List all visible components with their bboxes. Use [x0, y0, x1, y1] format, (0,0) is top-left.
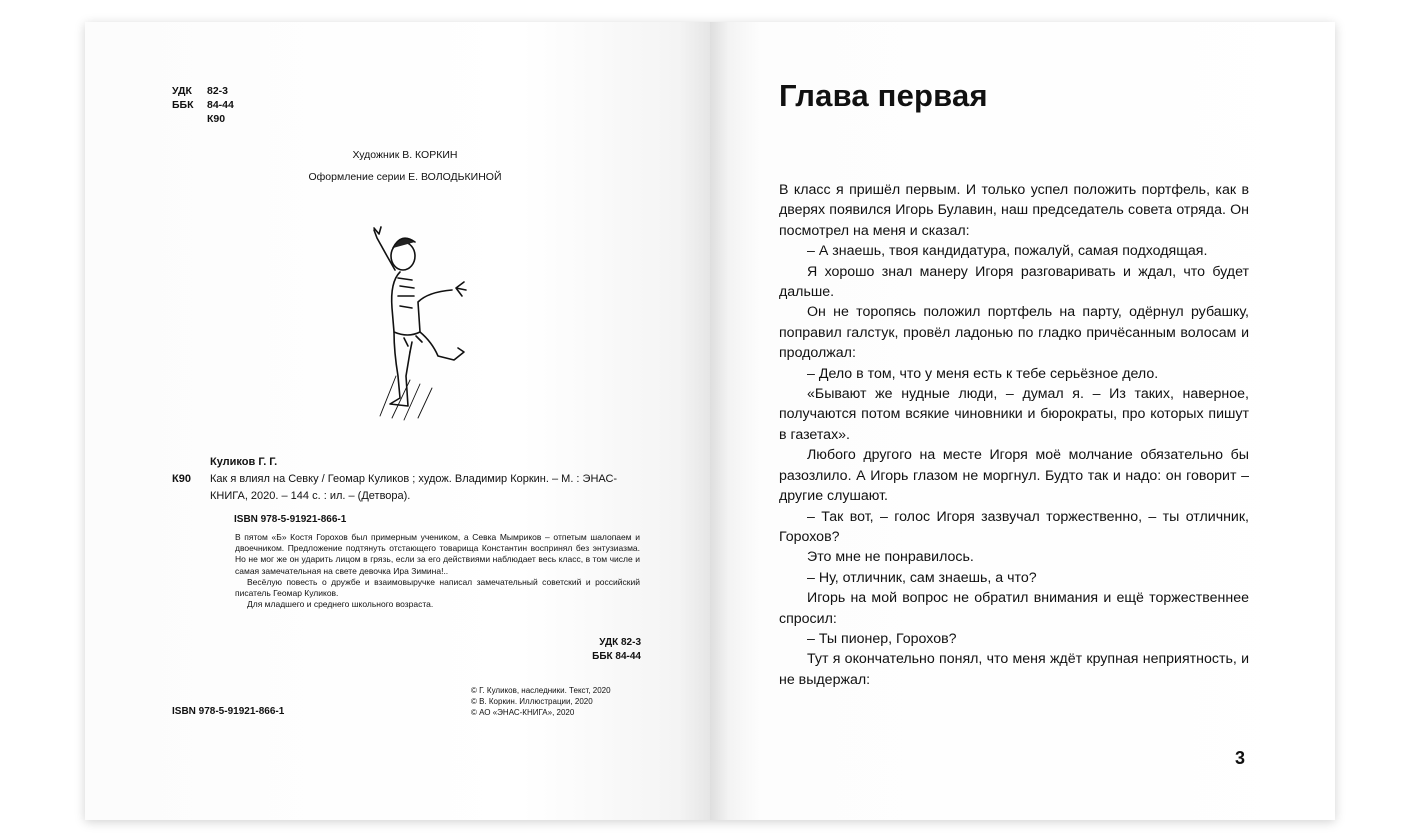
text-paragraph: – Ну, отличник, сам знаешь, а что? [807, 569, 1037, 586]
bibliographic-record [172, 471, 642, 505]
text-paragraph: Это мне не понравилось. [807, 549, 974, 566]
text-paragraph: – Дело в том, что у меня есть к тебе серьёзное дело. [807, 365, 1159, 382]
copyright-line: © В. Коркин. Иллюстрации, 2020 [471, 697, 593, 706]
classification-codes [172, 84, 234, 126]
text-paragraph: – Ты пионер, Горохов? [807, 630, 957, 647]
bbk-bottom: ББК 84-44 [592, 651, 641, 662]
udk-bottom: УДК 82-3 [599, 637, 641, 648]
bbk-code-row: ББК 84-44 [172, 99, 234, 111]
series-design-credit: Оформление серии Е. ВОЛОДЬКИНОЙ [308, 171, 502, 183]
annotation [235, 532, 640, 610]
annotation-paragraph: Для младшего и среднего школьного возраста. [247, 599, 434, 610]
book-spread [85, 22, 1335, 820]
copyright-line: © АО «ЭНАС-КНИГА», 2020 [471, 708, 575, 717]
author-sign-row: К90 [207, 113, 226, 125]
bottom-classification [515, 636, 641, 664]
text-paragraph: В класс я пришёл первым. И только успел положить портфель, как в дверях появился Игорь Булавин, наш председатель совета отряда. Он посмотрел на меня и сказал: [779, 182, 1249, 239]
isbn-bottom: ISBN 978-5-91921-866-1 [172, 706, 285, 717]
record-text: Как я влиял на Севку / Геомар Куликов ; худож. Владимир Коркин. – М. : ЭНАС-КНИГА, 2020. – 144 с. : ил. – (Детвора). [210, 473, 618, 502]
annotation-paragraph: Весёлую повесть о дружбе и взаимовыручке написал замечательный советский и российский писатель Геомар Куликов. [235, 576, 640, 599]
isbn-line: ISBN 978-5-91921-866-1 [234, 514, 347, 525]
text-paragraph: «Бывают же нудные люди, – думал я. – Из таких, наверное, получаются потом всякие чиновники и бюрократы, про которых пишут в газетах». [779, 386, 1249, 443]
text-paragraph: – Так вот, – голос Игоря зазвучал торжественно, – ты отличник, Горохов? [779, 508, 1249, 545]
author-heading: Куликов Г. Г. [210, 456, 278, 468]
chapter-title: Глава первая [779, 78, 988, 113]
catalog-code: К90 [172, 473, 191, 485]
annotation-paragraph: В пятом «Б» Костя Горохов был примерным учеником, а Севка Мымриков – отпетым шалопаем и двоечником. Предложение подтянуть отстающего товарища Константин воспринял без энтузиазма. Но не мог же он ударить лицом в грязь, если за его действиями наблюдает весь класс, в том числе и самая замечательная на свете девочка Ира Зимина!.. [235, 532, 640, 576]
copyright-line: © Г. Куликов, наследники. Текст, 2020 [471, 686, 611, 695]
page-number: 3 [1235, 748, 1246, 768]
bibliographic-block [172, 454, 642, 528]
illustrator-credit: Художник В. КОРКИН [352, 149, 458, 161]
chapter-text [779, 180, 1249, 690]
text-paragraph: Я хорошо знал манеру Игоря разговаривать и ждал, что будет дальше. [779, 263, 1249, 301]
copyright-block [471, 685, 611, 718]
text-paragraph: – А знаешь, твоя кандидатура, пожалуй, самая подходящая. [807, 243, 1208, 260]
text-paragraph: Тут я окончательно понял, что меня ждёт крупная неприятность, и не выдержал: [779, 651, 1249, 688]
text-paragraph: Игорь на мой вопрос не обратил внимания и ещё торжественнее спросил: [779, 590, 1249, 627]
udk-code-row: УДК 82-3 [172, 85, 229, 97]
text-paragraph: Он не торопясь положил портфель на парту, одёрнул рубашку, поправил галстук, провёл ладонью по гладко причёсанным волосам и продолжал: [779, 304, 1249, 362]
boy-figure-illustration [370, 226, 480, 422]
right-page [710, 22, 1335, 820]
left-page [85, 22, 710, 820]
text-paragraph: Любого другого на месте Игоря моё молчание обязательно бы разозлило. А Игорь глазом не моргнул. Будто так и надо: он говорит – другие слушают. [779, 447, 1249, 505]
